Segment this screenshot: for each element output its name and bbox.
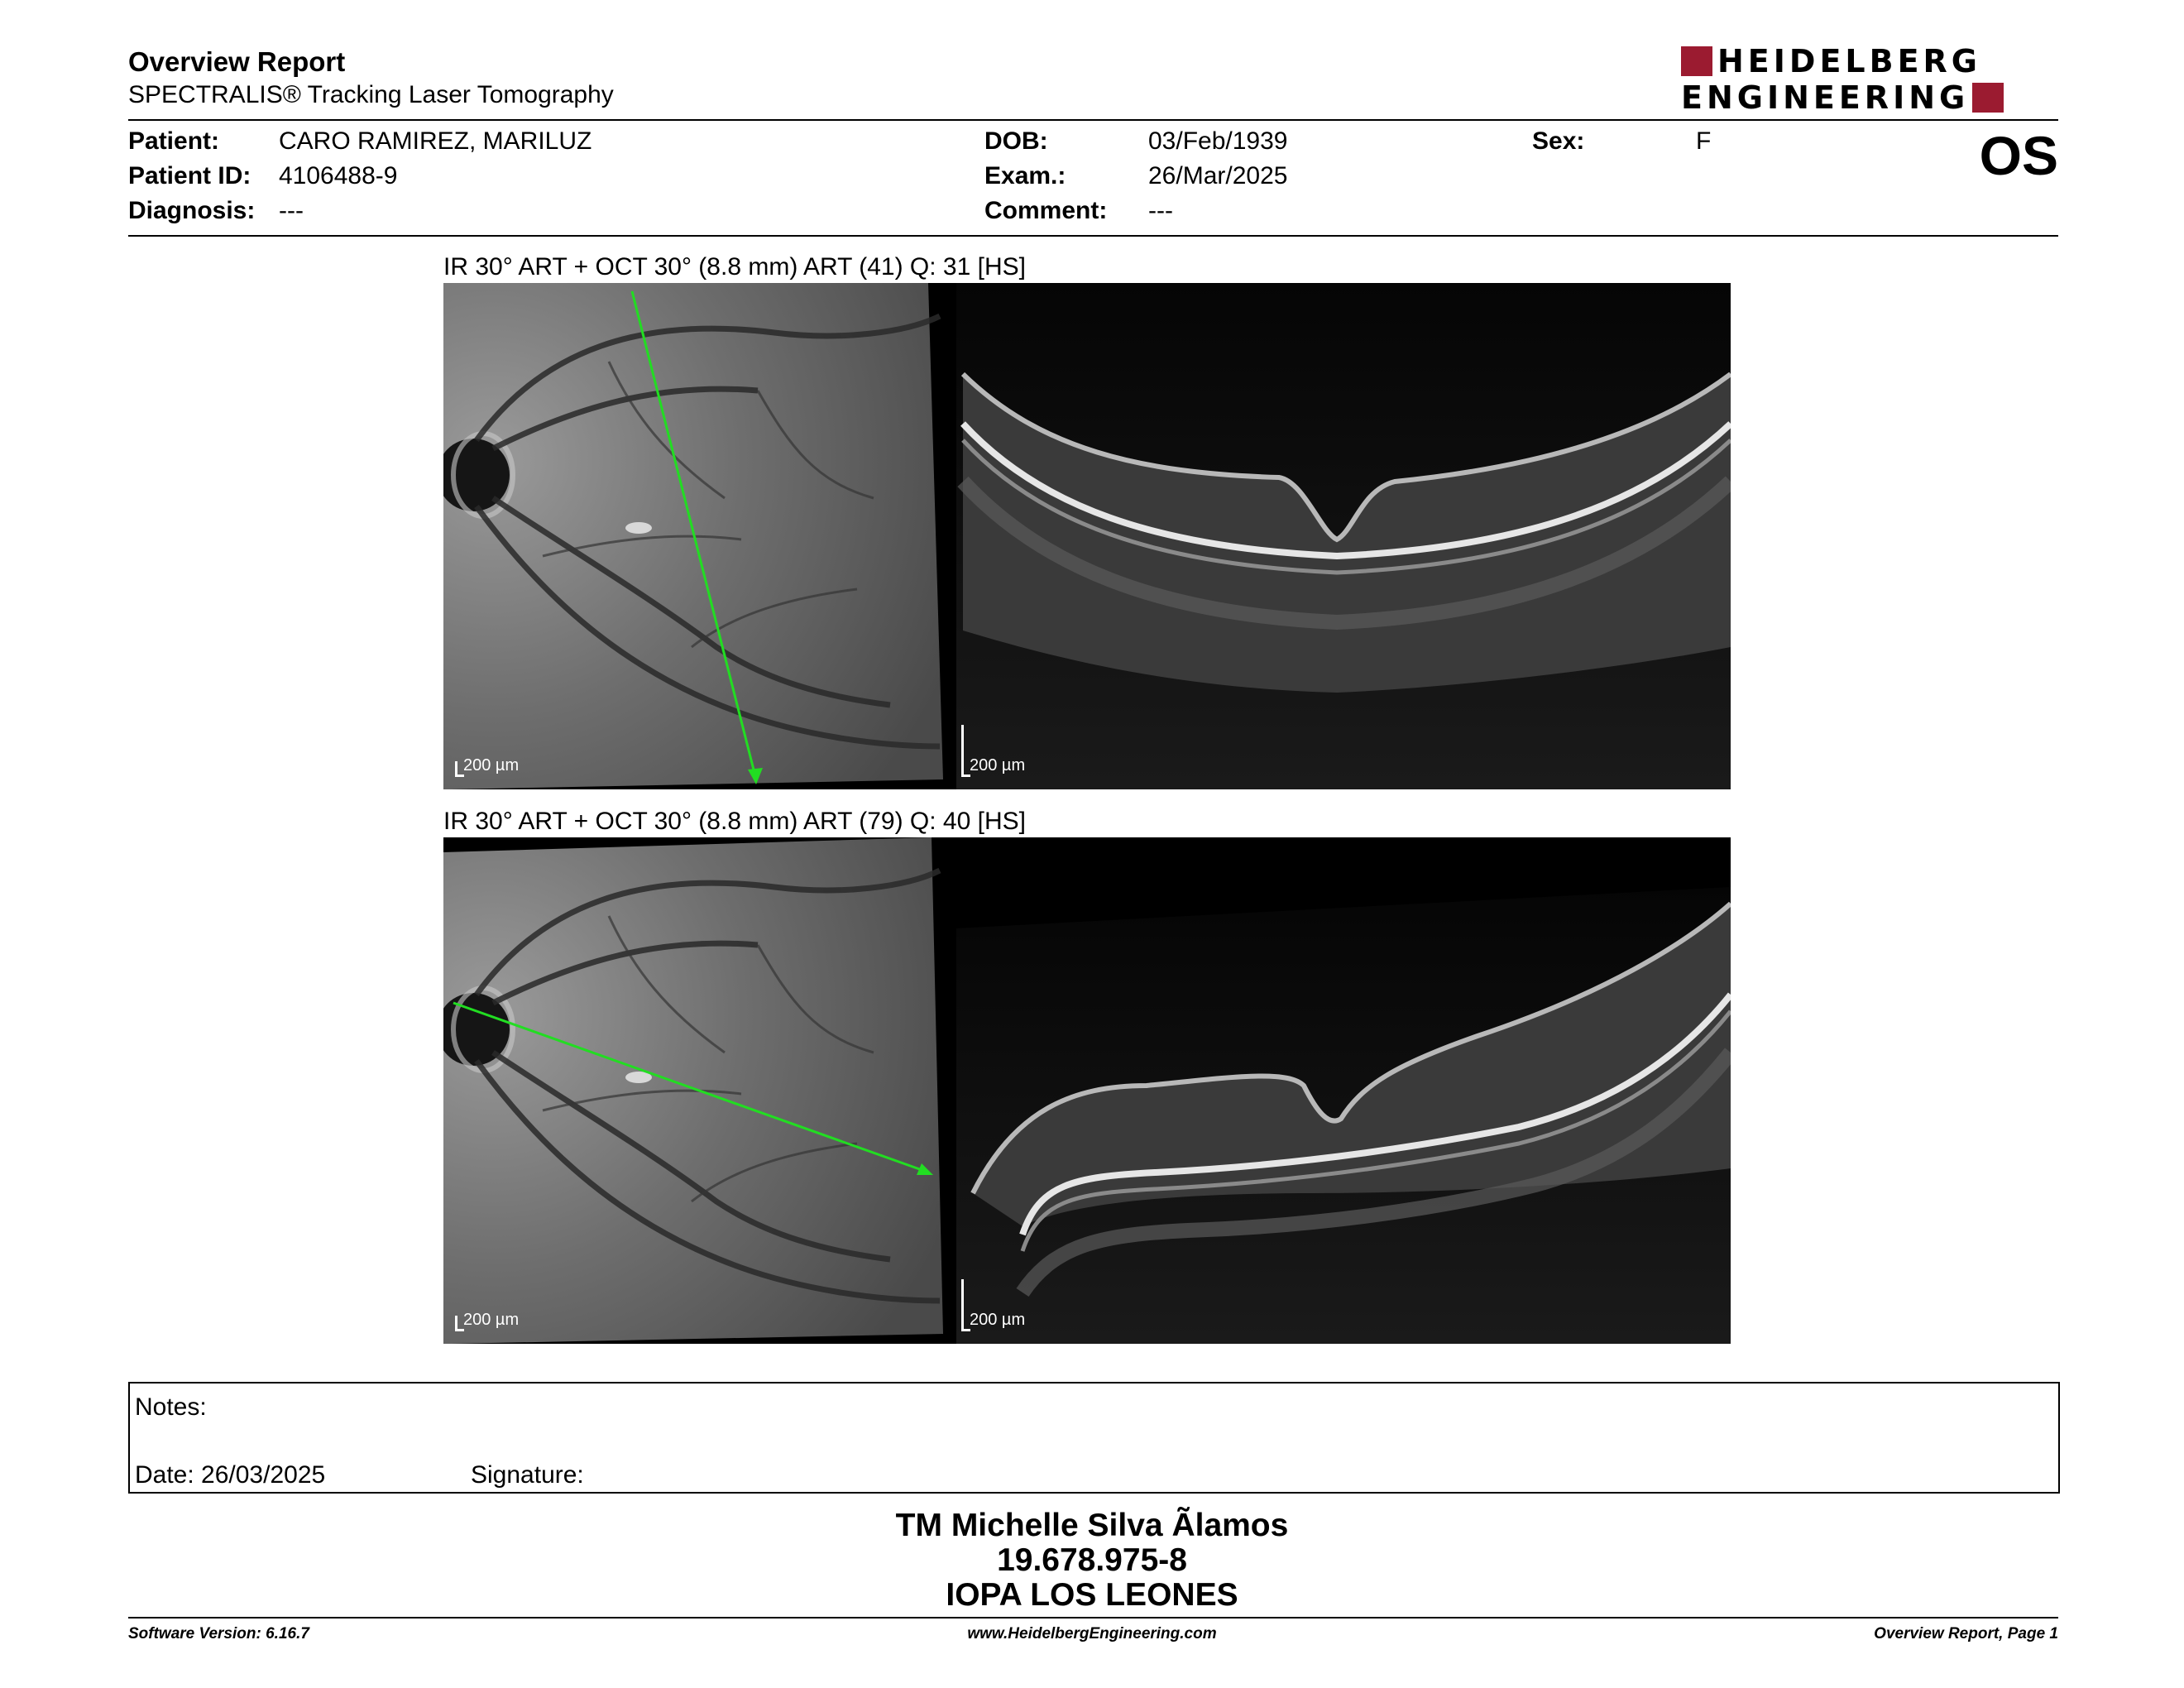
notes-date: Date: 26/03/2025 — [135, 1461, 326, 1489]
report-title: Overview Report — [128, 46, 346, 77]
comment-value: --- — [1148, 197, 1173, 224]
exam-label: Exam.: — [984, 162, 1066, 189]
report-subtitle: SPECTRALIS® Tracking Laser Tomography — [128, 81, 614, 108]
signer-name: TM Michelle Silva Ãlamos — [895, 1508, 1289, 1543]
scan-2-title: IR 30° ART + OCT 30° (8.8 mm) ART (79) Q: 40 [HS] — [443, 808, 1026, 835]
heidelberg-logo — [1681, 45, 2062, 116]
comment-label: Comment: — [984, 197, 1108, 224]
scan-1-title: IR 30° ART + OCT 30° (8.8 mm) ART (41) Q: 31 [HS] — [443, 253, 1026, 281]
scan-1-images — [443, 283, 1731, 789]
diagnosis-value: --- — [279, 197, 304, 224]
logo-square-icon — [1681, 46, 1712, 76]
exam-value: 26/Mar/2025 — [1148, 162, 1288, 189]
dob-label: DOB: — [984, 127, 1048, 155]
signer-clinic: IOPA LOS LEONES — [946, 1577, 1238, 1613]
patient-id-label: Patient ID: — [128, 162, 251, 189]
sex-value: F — [1696, 127, 1712, 155]
notes-label: Notes: — [135, 1393, 207, 1421]
scan-1-panel — [443, 283, 1731, 789]
diagnosis-label: Diagnosis: — [128, 197, 256, 224]
scan-2-oct-scale: 200 µm — [970, 1311, 1026, 1329]
scan-1-ir-scale: 200 µm — [463, 756, 520, 774]
logo-line1: HEIDELBERG — [1717, 43, 1981, 79]
scan-1-oct-scale: 200 µm — [970, 756, 1026, 774]
sex-label: Sex: — [1532, 127, 1585, 155]
notes-box — [128, 1382, 2060, 1494]
eye-indicator: OS — [1979, 125, 2058, 186]
page-indicator: Overview Report, Page 1 — [1874, 1625, 2058, 1642]
dob-value: 03/Feb/1939 — [1148, 127, 1288, 155]
header-divider — [128, 119, 2058, 121]
scan-2-fundus-image — [443, 837, 943, 1344]
scan-2-ir-scale: 200 µm — [463, 1311, 520, 1329]
scan-2-images — [443, 837, 1731, 1344]
patient-id-value: 4106488-9 — [279, 162, 398, 189]
footer-divider — [128, 1617, 2058, 1618]
software-version: Software Version: 6.16.7 — [128, 1625, 309, 1642]
scan-2-panel — [443, 837, 1731, 1344]
scan-2-oct-bscan — [956, 887, 1731, 1344]
logo-line2: ENGINEERING — [1681, 79, 1970, 116]
scan-1-oct-bscan — [956, 283, 1731, 789]
patient-name: CARO RAMIREZ, MARILUZ — [279, 127, 592, 155]
signature-label: Signature: — [471, 1461, 584, 1489]
signer-rut: 19.678.975-8 — [997, 1542, 1187, 1578]
logo-square-icon — [1972, 83, 2004, 113]
patient-label: Patient: — [128, 127, 220, 155]
website-link[interactable]: www.HeidelbergEngineering.com — [967, 1625, 1217, 1642]
patient-divider — [128, 235, 2058, 237]
